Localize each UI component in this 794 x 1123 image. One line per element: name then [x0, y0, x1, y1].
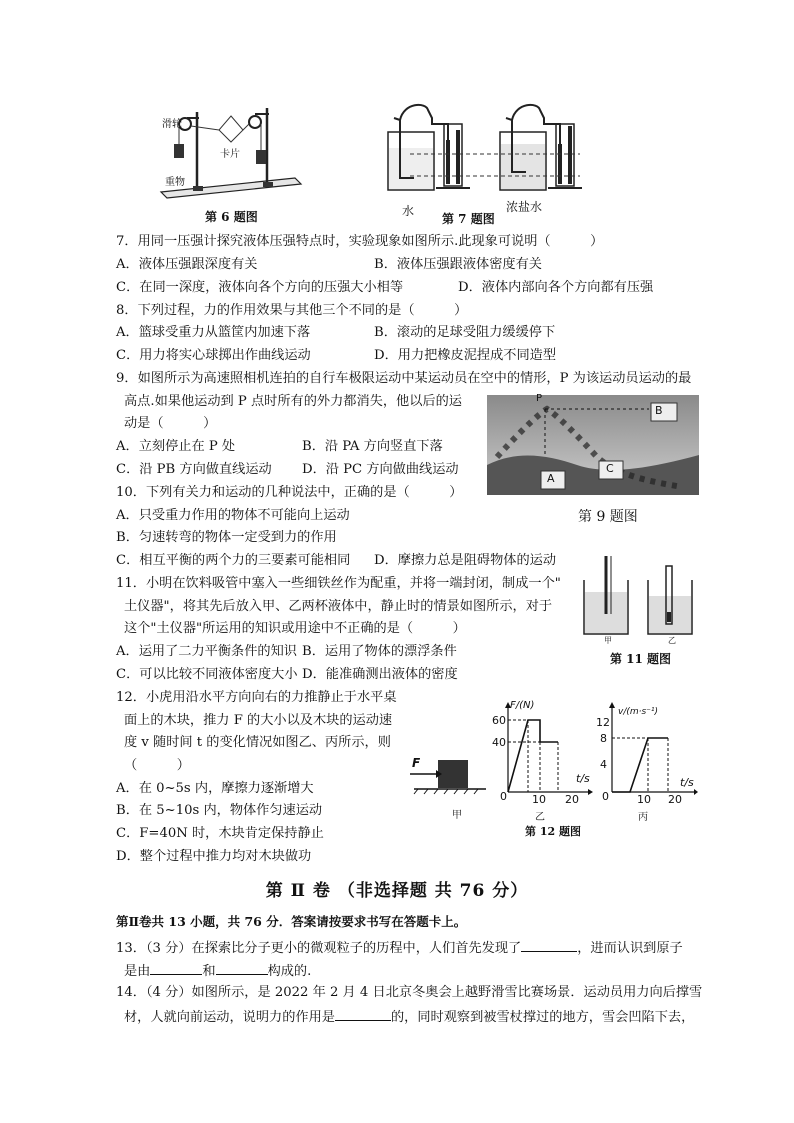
q12-stem-line2: 面上的木块，推力 F 的大小以及木块的运动速	[124, 713, 393, 728]
q8-stem: 8．下列过程，力的作用效果与其他三个不同的是（ ）	[116, 303, 468, 318]
f-graph-xtick-0: 0	[500, 790, 507, 803]
fig7-brine-label: 浓盐水	[506, 200, 543, 214]
q8-option-a: A．篮球受重力从篮筐内加速下落	[116, 325, 311, 340]
v-graph-ytick-12: 12	[596, 716, 610, 729]
fig6-card-label: 卡片	[220, 149, 240, 160]
fig9-point-b: B	[655, 404, 663, 417]
fig6-caption: 第 6 题图	[205, 210, 258, 224]
q13-line2b: 和	[202, 964, 216, 979]
q13-line2c: 构成的.	[267, 964, 312, 979]
q13-blank-3[interactable]	[216, 961, 268, 975]
fig12-yi-label: 乙	[535, 812, 545, 823]
v-graph-ylabel: v/(m·s⁻¹)	[618, 707, 659, 717]
section-2-note: 第Ⅱ卷共 13 小题，共 76 分．答案请按要求书写在答题卡上。	[116, 914, 467, 929]
q10-option-c: C．相互平衡的两个力的三要素可能相同	[116, 553, 351, 568]
q7-option-a: A．液体压强跟深度有关	[116, 257, 258, 272]
f-graph-ytick-40: 40	[492, 736, 506, 749]
q9-option-b: B．沿 PA 方向竖直下落	[302, 439, 443, 454]
figure-9-photo	[487, 395, 699, 495]
q14-line2	[124, 1007, 694, 1027]
q13-line1	[116, 938, 683, 958]
fig12-force-label: F	[412, 756, 421, 770]
q13-blank-1[interactable]	[521, 938, 577, 952]
q14-blank-1[interactable]	[335, 1007, 391, 1021]
fig11-caption: 第 11 题图	[610, 652, 672, 666]
q7-option-c: C．在同一深度，液体向各个方向的压强大小相等	[116, 280, 404, 295]
q7-stem: 7．用同一压强计探究液体压强特点时，实验现象如图所示.此现象可说明（ ）	[116, 234, 604, 249]
figure-11	[578, 552, 703, 642]
q10-option-d: D．摩擦力总是阻碍物体的运动	[374, 553, 557, 568]
q13-part2: ，进而认识到原子	[577, 941, 683, 956]
v-graph-ytick-8: 8	[600, 732, 607, 745]
fig12-caption: 第 12 题图	[525, 825, 581, 838]
q13-line2	[124, 961, 311, 981]
q9-stem-line3: 动是（ ）	[124, 416, 217, 431]
fig11-jia-label: 甲	[604, 636, 612, 645]
f-t-data-line	[508, 720, 558, 792]
fig12-jia-label: 甲	[452, 810, 462, 821]
q12-stem-line3: 度 v 随时间 t 的变化情况如图乙、丙所示，则	[124, 735, 391, 750]
q14-line2b: 的，同时观察到被雪杖撑过的地方，雪会凹陷下去，	[391, 1010, 695, 1025]
q9-stem-line1: 9．如图所示为高速照相机连拍的自行车极限运动中某运动员在空中的情形，P 为该运动员运动的最	[116, 371, 692, 386]
fig6-weight-label: 重物	[165, 177, 185, 188]
section-2-title: 第 Ⅱ 卷 （非选择题 共 76 分）	[265, 881, 529, 901]
q14-line2a: 材，人就向前运动，说明力的作用是	[124, 1010, 335, 1025]
q11-option-d: D．能准确测出液体的密度	[302, 667, 458, 682]
q11-option-b: B．运用了物体的漂浮条件	[302, 644, 457, 659]
q13-part1: 13．（3 分）在探索比分子更小的微观粒子的历程中，人们首先发现了	[116, 941, 522, 956]
q12-option-c: C．F=40N 时，木块肯定保持静止	[116, 826, 324, 841]
q7-option-d: D．液体内部向各个方向都有压强	[458, 280, 654, 295]
figure-7	[370, 100, 595, 200]
v-graph-xtick-0: 0	[602, 790, 609, 803]
fig7-caption: 第 7 题图	[442, 212, 495, 226]
q12-option-a: A．在 0~5s 内，摩擦力逐渐增大	[116, 781, 314, 796]
fig9-point-p: P	[536, 393, 543, 404]
fig9-caption: 第 9 题图	[578, 509, 638, 525]
f-graph-xtick-10: 10	[532, 793, 546, 806]
q8-option-d: D．用力把橡皮泥捏成不同造型	[374, 348, 557, 363]
q9-option-a: A．立刻停止在 P 处	[116, 439, 236, 454]
q14-line1: 14．（4 分）如图所示，是 2022 年 2 月 4 日北京冬奥会上越野滑雪比赛场景．运动员用力向后撑雪	[116, 985, 703, 1000]
fig12-bing-label: 丙	[638, 812, 648, 823]
f-graph-ylabel: F/(N)	[510, 700, 535, 711]
q13-blank-2[interactable]	[150, 961, 202, 975]
q9-option-d: D．沿 PC 方向做曲线运动	[302, 462, 459, 477]
q13-line2a: 是由	[124, 964, 151, 979]
fig11-yi-label: 乙	[668, 636, 676, 645]
q12-option-b: B．在 5~10s 内，物体作匀速运动	[116, 803, 323, 818]
q10-stem: 10．下列有关力和运动的几种说法中，正确的是（ ）	[116, 485, 463, 500]
q8-option-b: B．滚动的足球受阻力缓缓停下	[374, 325, 556, 340]
f-graph-ytick-60: 60	[492, 714, 506, 727]
fig7-water-label: 水	[402, 204, 415, 218]
q9-stem-line2: 高点.如果他运动到 P 点时所有的外力都消失，他以后的运	[124, 394, 462, 409]
v-t-data-line	[612, 738, 668, 792]
q7-option-b: B．液体压强跟液体密度有关	[374, 257, 542, 272]
v-graph-xtick-20: 20	[668, 793, 682, 806]
q11-option-c: C．可以比较不同液体密度大小	[116, 667, 298, 682]
v-graph-xlabel: t/s	[680, 776, 694, 789]
fig9-point-a: A	[547, 472, 555, 485]
q10-option-a: A．只受重力作用的物体不可能向上运动	[116, 508, 350, 523]
v-graph-xtick-10: 10	[637, 793, 651, 806]
q11-stem-line3: 这个"土仪器"所运用的知识或用途中不正确的是（ ）	[124, 621, 466, 636]
q8-option-c: C．用力将实心球掷出作曲线运动	[116, 348, 311, 363]
fig6-pulley-label: 滑轮	[162, 119, 182, 130]
q9-option-c: C．沿 PB 方向做直线运动	[116, 462, 272, 477]
q12-stem-line1: 12．小虎用沿水平方向向右的力推静止于水平桌	[116, 690, 397, 705]
q10-option-b: B．匀速转弯的物体一定受到力的作用	[116, 530, 337, 545]
v-graph-ytick-4: 4	[600, 758, 607, 771]
q11-option-a: A．运用了二力平衡条件的知识	[116, 644, 297, 659]
f-graph-xtick-20: 20	[565, 793, 579, 806]
q12-stem-line4: （ ）	[124, 758, 190, 773]
q11-stem-line2: 土仪器"，将其先后放入甲、乙两杯液体中，静止时的情景如图所示，对于	[124, 599, 553, 614]
figure-12-block	[410, 756, 490, 796]
q12-option-d: D．整个过程中推力均对木块做功	[116, 849, 312, 864]
f-graph-xlabel: t/s	[576, 772, 590, 785]
q11-stem-line1: 11．小明在饮料吸管中塞入一些细铁丝作为配重，并将一端封闭，制成一个"	[116, 576, 561, 591]
fig9-point-c: C	[606, 462, 614, 475]
